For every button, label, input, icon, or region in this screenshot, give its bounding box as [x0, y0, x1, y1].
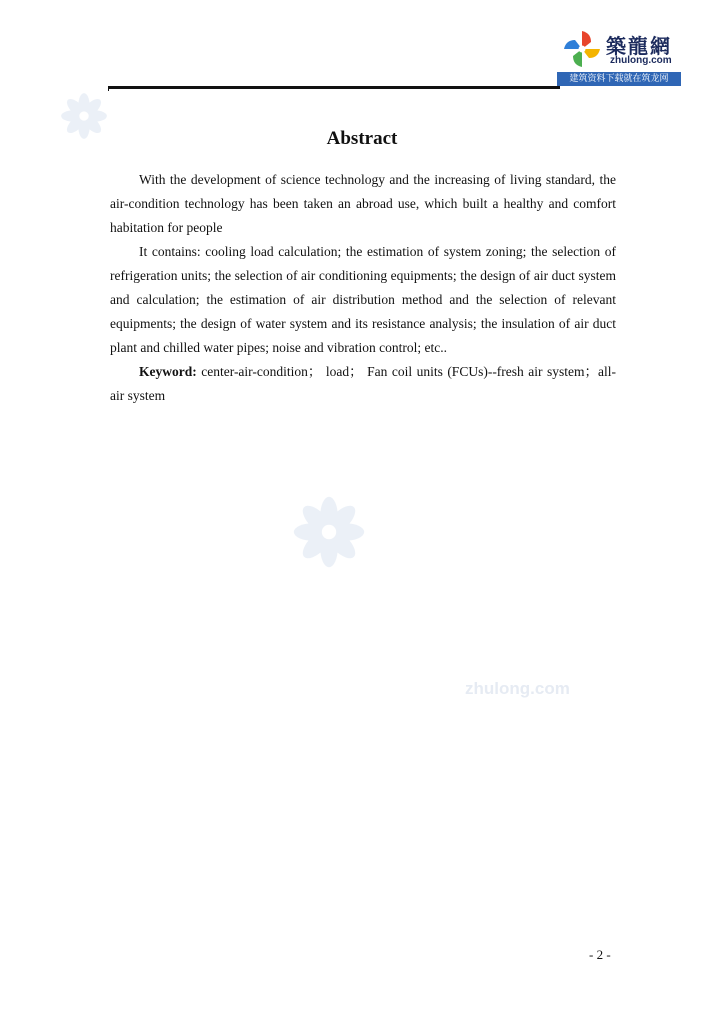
keywords-label: Keyword: — [139, 364, 197, 379]
keywords-paragraph — [110, 360, 616, 408]
abstract-body — [110, 168, 616, 408]
watermark-flower-icon — [289, 492, 369, 572]
page-title: Abstract — [326, 128, 398, 149]
abstract-paragraph: It contains: cooling load calculation; the estimation of system zoning; the selection of refrigeration units; the selection of air conditioning equipments; the design of air duct system and calculation; the estimation of air distribution method and the selection of relevant equipments; the design of water system and its resistance analysis; the insulation of air duct plant and chilled water pipes; noise and vibration control; etc.. — [110, 244, 616, 355]
keywords-text: center-air-condition； load； Fan coil units (FCUs)--fresh air system；all-air system — [110, 364, 616, 403]
logo-pinwheel-icon — [561, 28, 603, 70]
logo-slogan-banner: 建筑资料下载就在筑龙网 — [557, 72, 681, 86]
header-rule — [108, 86, 560, 89]
logo-chinese-name: 築龍網 — [606, 34, 672, 58]
abstract-paragraph: With the development of science technology and the increasing of living standard, the air-condition technology has been taken an abroad use, which built a healthy and comfort habitation for people — [110, 172, 616, 235]
page-number: - 2 - — [589, 947, 611, 962]
logo-english-name: zhulong.com — [610, 55, 672, 66]
watermark-text: zhulong.com — [465, 679, 570, 698]
zhulong-logo[interactable] — [557, 28, 681, 88]
